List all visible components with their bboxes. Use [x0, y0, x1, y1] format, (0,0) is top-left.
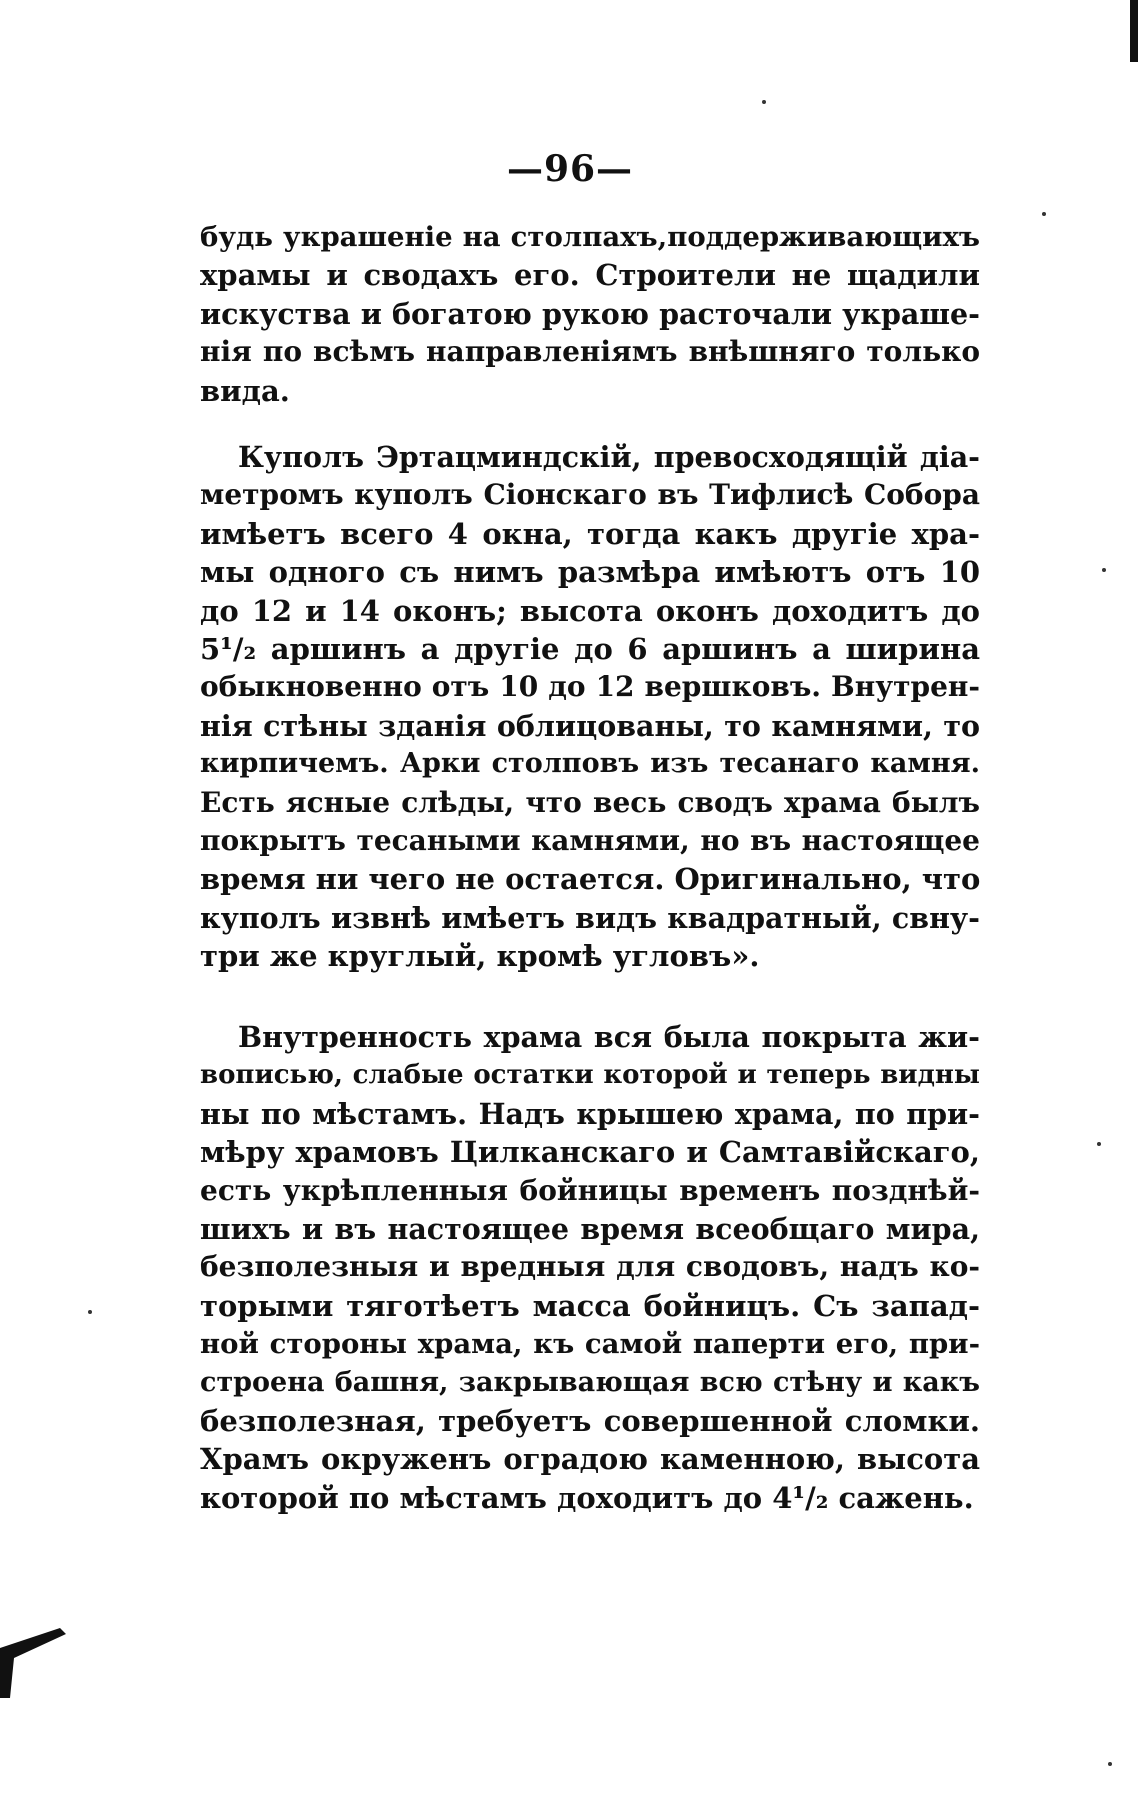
text-line: имѣетъ всего 4 окна, тогда какъ другіе хра- — [200, 516, 980, 551]
text-line: вида. — [200, 373, 290, 408]
text-line: Куполъ Эртацминдскій, превосходящій діа- — [238, 440, 980, 474]
scan-speck — [1042, 212, 1046, 216]
text-line: храмы и сводахъ его. Строители не щадили — [200, 258, 980, 293]
scan-speck — [1108, 1762, 1112, 1766]
scan-speck — [88, 1310, 92, 1314]
text-line: безполезная, требуетъ совершенной сломки. — [200, 1403, 980, 1438]
paragraph — [200, 1018, 980, 1517]
text-line: покрытъ тесаными камнями, но въ настоящее — [200, 823, 980, 857]
page-number: —96— — [506, 148, 634, 190]
text-line: Храмъ окруженъ оградою каменною, высота — [200, 1442, 980, 1477]
scan-speck — [762, 100, 766, 104]
text-line: Внутренность храма вся была покрыта жи- — [238, 1020, 980, 1054]
text-line: которой по мѣстамъ доходитъ до 4¹/₂ сажень. — [200, 1480, 974, 1515]
text-line: ной стороны храма, къ самой паперти его, при- — [200, 1328, 980, 1361]
scan-speck — [1097, 1142, 1101, 1146]
text-line: до 12 и 14 оконъ; высота оконъ доходитъ до — [200, 593, 980, 628]
paragraph — [200, 218, 980, 410]
text-line: шихъ и въ настоящее время всеобщаго мира, — [200, 1211, 980, 1246]
text-line: Есть ясные слѣды, что весь сводъ храма былъ — [200, 785, 980, 819]
text-line: искуства и богатою рукою расточали украше- — [200, 296, 980, 331]
text-line: кирпичемъ. Арки столповъ изъ тесанаго камня. — [200, 748, 980, 780]
text-line: метромъ куполъ Сіонскаго въ Тифлисѣ Собора — [200, 478, 980, 512]
text-line: куполъ извнѣ имѣетъ видъ квадратный, свну- — [200, 900, 980, 935]
text-line: три же круглый, кромѣ угловъ». — [200, 939, 760, 974]
paragraph — [200, 438, 980, 975]
text-line: вописью, слабые остатки которой и теперь видны — [200, 1060, 980, 1091]
scan-edge-mark — [1130, 0, 1138, 62]
text-line: ны по мѣстамъ. Надъ крышею храма, по при- — [200, 1096, 980, 1131]
text-line: нія стѣны зданія облицованы, то камнями, то — [200, 708, 980, 743]
text-line: будь украшеніе на столпахъ,поддерживающихъ — [200, 221, 980, 253]
text-line: 5¹/₂ аршинъ а другіе до 6 аршинъ а ширина — [200, 631, 980, 666]
text-line: мы одного съ нимъ размѣра имѣютъ отъ 10 — [200, 555, 980, 590]
scan-smudge — [0, 1628, 70, 1698]
text-line: мѣру храмовъ Цилканскаго и Самтавійскаго, — [200, 1135, 980, 1170]
text-line: время ни чего не остается. Оригинально, что — [200, 862, 981, 897]
text-line: торыми тяготѣетъ масса бойницъ. Съ запад- — [200, 1288, 980, 1323]
text-line: безполезныя и вредныя для сводовъ, надъ ко- — [200, 1250, 980, 1284]
scan-speck — [1102, 568, 1106, 572]
text-line: нія по всѣмъ направленіямъ внѣшняго только — [200, 335, 980, 369]
text-line: есть укрѣпленныя бойницы временъ позднѣй- — [200, 1173, 980, 1207]
text-line: строена башня, закрывающая всю стѣну и какъ — [200, 1366, 980, 1398]
text-line: обыкновенно отъ 10 до 12 вершковъ. Внутрен- — [200, 670, 980, 704]
